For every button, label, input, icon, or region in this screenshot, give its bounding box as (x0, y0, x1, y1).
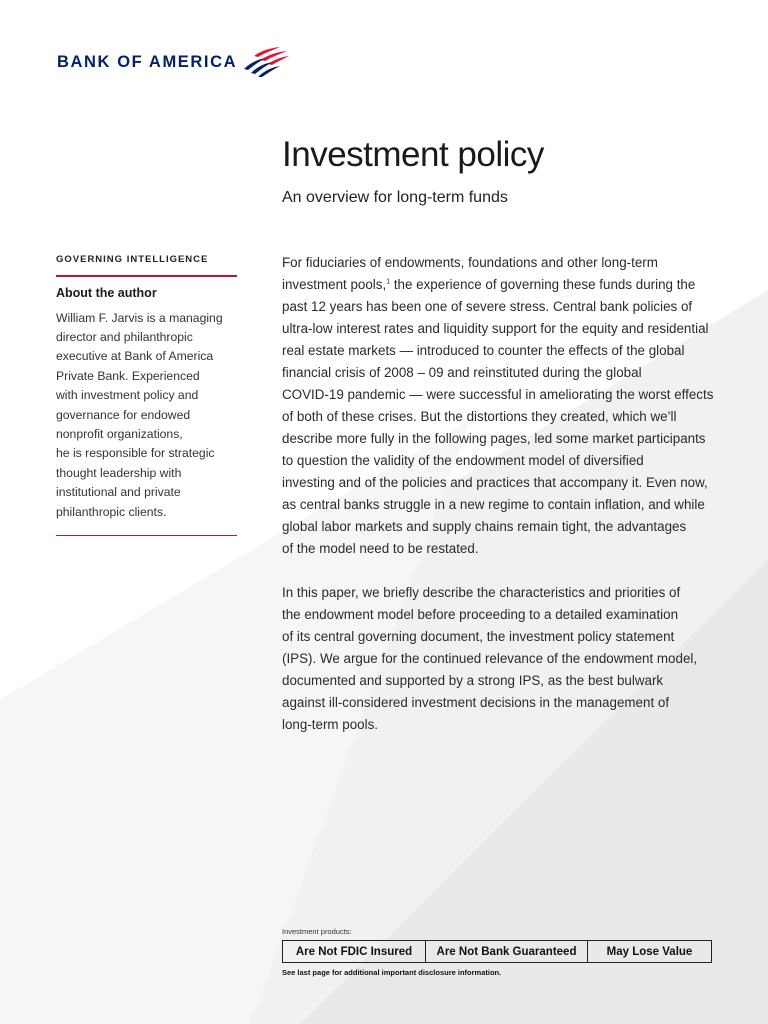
body-line: of its central governing document, the investment policy statement (282, 629, 675, 644)
body-line: long-term pools. (282, 717, 379, 732)
disclosure-note: See last page for additional important disclosure information. (282, 968, 502, 977)
body-line: documented and supported by a strong IPS, as the best bulwark (282, 673, 664, 688)
bio-line: he is responsible for strategic (56, 446, 215, 461)
body-line: ultra-low interest rates and liquidity support for the equity and residential (282, 321, 709, 336)
body-line: of both of these crises. But the distortions they created, which we’ll (282, 409, 677, 424)
bio-line: Private Bank. Experienced (56, 368, 200, 383)
paragraph-1 (282, 252, 722, 560)
body-line: investing and of the policies and practices that accompany it. Even now, (282, 475, 708, 490)
about-author-heading: About the author (56, 285, 157, 300)
series-eyebrow: GOVERNING INTELLIGENCE (56, 254, 209, 265)
body-line: the endowment model before proceeding to a detailed examination (282, 607, 679, 622)
bio-line: governance for endowed (56, 407, 191, 422)
disclosure-label: Investment products: (282, 927, 352, 936)
body-line: against ill-considered investment decisions in the management of (282, 695, 670, 710)
body-line: describe more fully in the following pages, led some market participants (282, 431, 706, 446)
body-line: In this paper, we briefly describe the characteristics and priorities of (282, 585, 681, 600)
bank-logo (57, 44, 290, 80)
disclosure-may-lose-value: May Lose Value (606, 945, 693, 958)
disclosure-not-fdic-insured: Are Not FDIC Insured (283, 941, 426, 962)
bio-line: institutional and private (56, 485, 181, 500)
bio-line: William F. Jarvis is a managing (56, 310, 223, 325)
bio-line: nonprofit organizations, (56, 426, 183, 441)
disclosure-table (282, 940, 712, 963)
body-line-with-footnote (282, 274, 722, 296)
investment-disclosure (282, 927, 712, 977)
bio-line: philanthropic clients. (56, 504, 167, 519)
body-line: (IPS). We argue for the continued relevance of the endowment model, (282, 651, 698, 666)
body-line: of the model need to be restated. (282, 541, 479, 556)
body-line: For fiduciaries of endowments, foundations and other long-term (282, 255, 658, 270)
bio-line: director and philanthropic (56, 329, 193, 344)
body-line: real estate markets — introduced to counter the effects of the global (282, 343, 685, 358)
disclosure-not-bank-guaranteed: Are Not Bank Guaranteed (426, 941, 588, 962)
author-bio (56, 309, 237, 522)
bio-line: with investment policy and (56, 388, 199, 403)
flag-logo-icon (242, 47, 290, 77)
body-text-segment: the experience of governing these funds during the (390, 277, 696, 292)
sidebar-bottom-rule (56, 535, 237, 537)
body-line: past 12 years has been one of severe stress. Central bank policies of (282, 299, 693, 314)
body-line: global labor markets and supply chains remain tight, the advantages (282, 519, 687, 534)
paragraph-2 (282, 582, 722, 736)
sidebar-top-rule (56, 275, 237, 277)
body-text-segment: investment pools, (282, 277, 387, 292)
bio-line: thought leadership with (56, 465, 182, 480)
document-title: Investment policy (282, 135, 544, 174)
body-line: financial crisis of 2008 – 09 and reinstituted during the global (282, 365, 642, 380)
document-subtitle: An overview for long-term funds (282, 189, 508, 206)
body-line: to question the validity of the endowment model of diversified (282, 453, 644, 468)
bio-line: executive at Bank of America (56, 349, 214, 364)
main-body (282, 252, 722, 736)
body-line: as central banks struggle in a new regime to contain inflation, and while (282, 497, 705, 512)
footnote-marker[interactable]: 1 (386, 278, 391, 286)
body-line: COVID-19 pandemic — were successful in ameliorating the worst effects (282, 387, 714, 402)
author-sidebar (56, 254, 237, 536)
bank-name: BANK OF AMERICA (57, 52, 238, 71)
